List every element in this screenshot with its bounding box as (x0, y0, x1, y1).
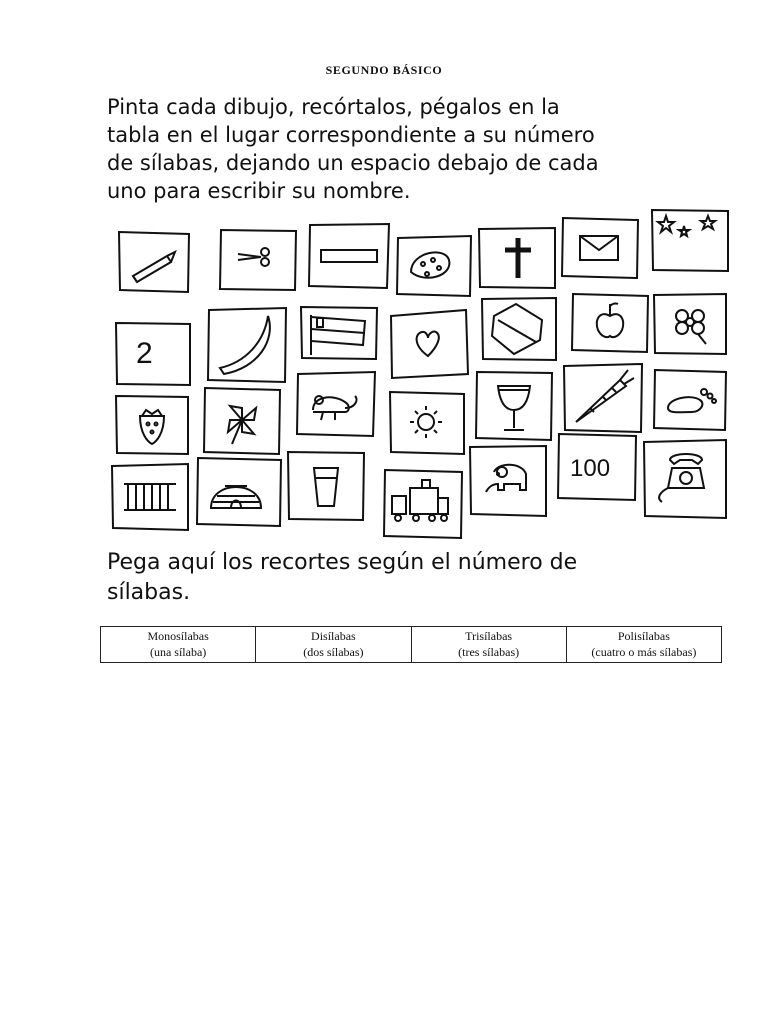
number-hundred-icon (556, 432, 638, 502)
column-title: Disílabas (311, 629, 356, 643)
instructions-line: tabla en el lugar correspondiente a su número (107, 123, 595, 147)
paste-line: sílabas. (107, 580, 191, 605)
flower-icon (652, 292, 728, 356)
glass-icon (286, 450, 366, 522)
goblet-icon (474, 370, 554, 442)
number-two-icon (114, 321, 192, 387)
column-title: Polisílabas (617, 629, 670, 643)
scissors-icon (218, 228, 298, 292)
column-subtitle: (dos sílabas) (303, 645, 364, 659)
carrot-icon (562, 362, 644, 434)
instructions-line: de sílabas, dejando un espacio debajo de cada (107, 151, 599, 175)
stars-icon (650, 208, 730, 272)
table-row (101, 627, 722, 663)
banana-icon (206, 306, 288, 384)
pillow-icon (480, 296, 558, 362)
syllables-table (100, 626, 722, 663)
train-icon (382, 468, 464, 540)
column-monosyllables (101, 627, 256, 663)
mouse-icon (295, 370, 377, 438)
strawberry-icon (114, 394, 190, 456)
pencil-icon (117, 230, 191, 294)
telephone-icon (642, 438, 728, 520)
instructions-line: uno para escribir su nombre. (107, 179, 411, 203)
footprint-icon (652, 368, 728, 432)
instructions-text (107, 93, 707, 205)
instructions-line: Pinta cada dibujo, recórtalos, pégalos en la (107, 95, 560, 119)
apple-icon (570, 292, 650, 354)
flag-icon (299, 305, 379, 361)
eraser-icon (307, 222, 391, 290)
column-subtitle: (una sílaba) (149, 645, 207, 659)
crib-icon (110, 462, 190, 532)
sun-icon (388, 390, 466, 456)
cutout-cards-area (100, 200, 740, 545)
column-subtitle: (cuatro o más sílabas) (591, 645, 697, 659)
igloo-icon (195, 456, 283, 528)
column-trisyllables (411, 627, 566, 663)
elephant-icon (468, 444, 548, 518)
number-hundred-label: 100 (570, 455, 611, 482)
heart-icon (388, 308, 470, 380)
pinwheel-icon (202, 386, 282, 456)
cookie-icon (395, 234, 473, 298)
worksheet-header: SEGUNDO BÁSICO (325, 63, 443, 77)
paste-instructions (107, 548, 707, 608)
column-polysyllables (566, 627, 721, 663)
column-disyllables (256, 627, 411, 663)
column-title: Trisílabas (465, 629, 513, 643)
column-title: Monosílabas (147, 629, 209, 643)
cross-icon (477, 226, 557, 290)
number-two-label: 2 (136, 337, 153, 370)
paste-line: Pega aquí los recortes según el número de (107, 550, 578, 575)
envelope-icon (560, 216, 640, 280)
column-subtitle: (tres sílabas) (458, 645, 520, 659)
